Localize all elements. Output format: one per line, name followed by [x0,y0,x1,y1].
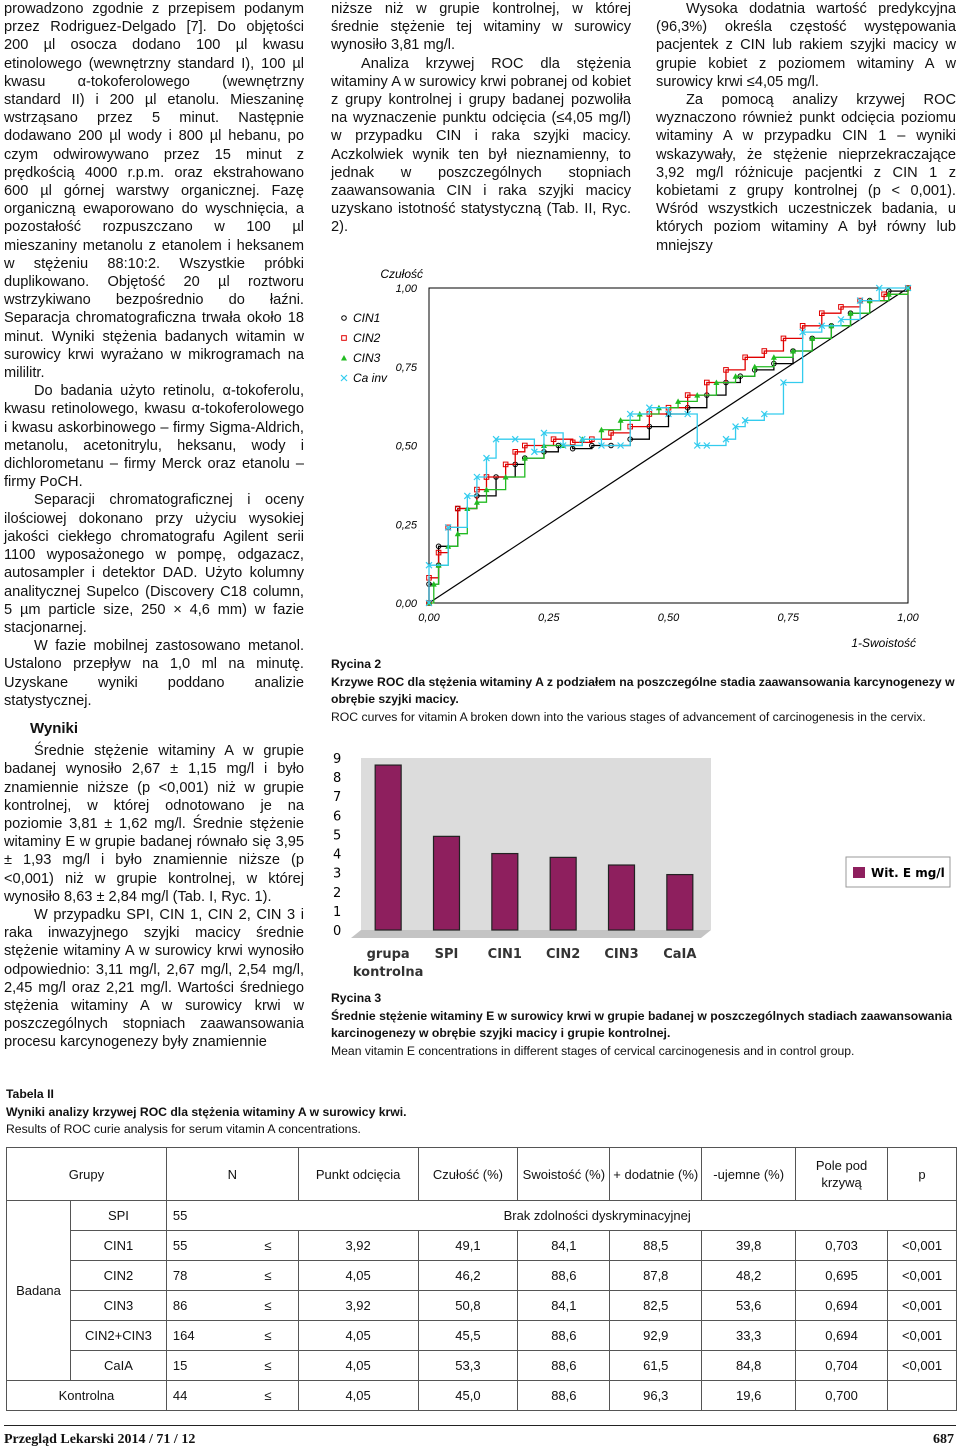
n-cell: 55 [166,1231,238,1261]
legend-label: CIN3 [353,351,381,365]
cut-cell: 3,92 [298,1291,418,1321]
table-header-row [7,1148,957,1201]
npv-cell: 19,6 [702,1381,796,1411]
auc-cell: 0,695 [796,1261,888,1291]
ppv-cell: 87,8 [610,1261,702,1291]
ppv-cell: 82,5 [610,1291,702,1321]
le-cell: ≤ [238,1261,298,1291]
header-cell: Grupy [7,1148,167,1201]
auc-cell: 0,703 [796,1231,888,1261]
paragraph: W przypadku SPI, CIN 1, CIN 2, CIN 3 i raka inwazyjnego szyjki macicy średnie stężenie witaminy A w surowicy krwi wynosiło odpowiednio: 3,11 mg/l, 2,67 mg/l, 2,54 mg/l, 2,45 mg/l oraz 2,21 mg/l. Wartości średniego stężenia witaminy A w surowicy krwi w poszczególnych stopniach zaawansowania procesu karcynogenezy były znamiennie [4,906,304,1051]
header-cell: Punkt odcięcia [298,1148,418,1201]
subgroup-cell: SPI [70,1201,166,1231]
y-tick-label: 0,75 [395,361,417,374]
auc-cell: 0,694 [796,1291,888,1321]
x-tick-label: SPI [434,947,459,962]
x-tick-label: CIN3 [604,947,639,962]
n-cell: 44 [166,1381,238,1411]
x-tick-label: 0,50 [657,612,680,624]
spec-cell: 88,6 [518,1381,610,1411]
figure-english-title: Mean vitamin E concentrations in different stages of cervical carcinogenesis and in control group. [331,1043,855,1058]
header-cell: Pole pod krzywą [796,1148,888,1201]
y-tick-label: 1,00 [395,283,417,295]
p-cell: <0,001 [888,1291,957,1321]
n-cell: 55 [166,1201,238,1231]
p-cell: <0,001 [888,1261,957,1291]
ppv-cell: 92,9 [610,1321,702,1351]
table-title: Wyniki analizy krzywej ROC dla stężenia witaminy A w surowicy krwi. [6,1104,407,1119]
auc-cell: 0,694 [796,1321,888,1351]
bar [550,857,576,930]
n-cell: 86 [166,1291,238,1321]
paragraph: Wysoka dodatnia wartość predykcyjna (96,3%) określa częstość występowania pacjentek z CIN lub rakiem szyjki macicy w grupie kobiet z poziomem witaminy A w surowicy krwi ≤4,05 mg/l. [656,1,956,90]
x-tick-label: grupa [366,947,410,962]
ppv-cell: 88,5 [610,1231,702,1261]
x-tick-label: kontrolna [352,965,424,980]
spec-cell: 84,1 [518,1291,610,1321]
le-cell: ≤ [238,1381,298,1411]
header-cell: -ujemne (%) [702,1148,796,1201]
note-cell: Brak zdolności dyskryminacyjnej [238,1201,956,1231]
bar-chart [331,752,960,984]
plot-background [361,758,711,930]
group-cell: Badana [7,1201,71,1381]
bar [434,836,460,930]
le-cell: ≤ [238,1291,298,1321]
table-caption [6,1086,706,1139]
spec-cell: 84,1 [518,1231,610,1261]
subgroup-cell: CIN2+CIN3 [70,1321,166,1351]
cut-cell: 4,05 [298,1321,418,1351]
table-english-title: Results of ROC curie analysis for serum vitamin A concentrations. [6,1122,361,1137]
text-column-2 [331,0,631,237]
data-point [342,316,347,321]
ppv-cell: 96,3 [610,1381,702,1411]
table-row [7,1201,957,1231]
y-tick-label: 3 [333,866,342,882]
y-axis-label: Czułość [380,267,423,281]
x-tick-label: CIN1 [487,947,522,962]
auc-cell: 0,700 [796,1381,888,1411]
le-cell: ≤ [238,1231,298,1261]
paragraph: prowadzono zgodnie z przepisem podanym przez Rodriguez-Delgado [7]. Do objętości 200 µl osocza dodano 100 µl kwasu etinolowego (wewnętrzny standard I), 100 µl kwasu α-tokoferolowego (wewnętrzny standard II) i 200 µl etanolu. Mieszaninę wstrząsano przez 5 minut. Następnie dodawano 200 µl wody i 800 µl hebanu, po czym odwirowywano przez 15 minut z prędkością 4000 r.p.m. oraz ekstrahowano 600 µl górnej warstwy organicznej. Fazę organiczną ewaporowano do wyschnięcia, a pozostałość rozpuszczano w 100 µl mieszaniny metanolu z etanolem i heksanem w stężeniu 88:10:2. Wszystkie próbki duplikowano. Objętość 20 µl roztworu wstrzykiwano bezpośrednio do łaźni. Separacja chromatograficzna trwała około 18 minut. Wyniki stężenia badanych witamin w surowicy krwi wyrażano w mikrogramach na mililitr. [4,1,304,382]
cut-cell: 4,05 [298,1381,418,1411]
roc-chart [331,264,960,654]
floor [351,930,711,938]
cut-cell: 4,05 [298,1351,418,1381]
bar [375,765,401,930]
text-column-1 [4,0,304,1052]
table-row [7,1351,957,1381]
subgroup-cell: CIN2 [70,1261,166,1291]
subgroup-cell: CaIA [70,1351,166,1381]
x-tick-label: 0,75 [777,612,799,624]
y-tick-label: 7 [333,790,342,806]
cut-cell: 3,92 [298,1231,418,1261]
header-cell: Swoistość (%) [518,1148,610,1201]
data-point [341,375,347,381]
page-number: 687 [933,1432,954,1447]
header-cell: N [166,1148,298,1201]
y-tick-label: 1 [333,904,342,920]
table-row [7,1321,957,1351]
figure-3-caption [331,990,958,1060]
paragraph: W fazie mobilnej zastosowano metanol. Ustalono przepływ na 1,0 ml na minutę. Uzyskane wyniki poddano analizie statystycznej. [4,638,304,709]
sens-cell: 50,8 [418,1291,518,1321]
data-point [342,336,347,341]
y-tick-label: 4 [333,847,342,863]
npv-cell: 53,6 [702,1291,796,1321]
paragraph: Analiza krzywej ROC dla stężenia witaminy A w surowicy krwi pobranej od kobiet z grupy kontrolnej i grupy badanej pozwoliła na wyznaczenie punktu odcięcia (≤4,05 mg/l) w przypadku CIN i raka szyjki macicy. Aczkolwiek wynik ten był nieznamienny, to jednak w poszczególnych stopniach zaawansowania CIN i raka szyjki macicy uzyskano istotność statystyczną (Tab. II, Ryc. 2). [331,55,631,236]
subgroup-cell: CIN1 [70,1231,166,1261]
x-tick-label: 0,00 [418,612,440,624]
p-cell: <0,001 [888,1351,957,1381]
n-cell: 15 [166,1351,238,1381]
le-cell: ≤ [238,1351,298,1381]
footer-rule [4,1425,956,1426]
header-cell: + dodatnie (%) [610,1148,702,1201]
figure-label: Rycina 3 [331,991,382,1005]
legend-label: CIN1 [353,311,381,325]
sens-cell: 53,3 [418,1351,518,1381]
sens-cell: 45,0 [418,1381,518,1411]
p-cell: <0,001 [888,1321,957,1351]
header-cell: Czułość (%) [418,1148,518,1201]
subgroup-cell: CIN3 [70,1291,166,1321]
legend-swatch [853,867,865,878]
npv-cell: 84,8 [702,1351,796,1381]
auc-cell: 0,704 [796,1351,888,1381]
y-tick-label: 9 [333,752,342,767]
paragraph: niższe niż w grupie kontrolnej, w której średnie stężenie tej witaminy w surowicy wynosiło 3,81 mg/l. [331,1,631,54]
cut-cell: 4,05 [298,1261,418,1291]
group-cell: Kontrolna [7,1381,167,1411]
paragraph: Separacji chromatograficznej i oceny ilościowej dokonano przy użyciu wysokiej jakości ciekłego chromatografu Agilent serii 1100 wyposażonego w pompę, odgazacz, autosampler i detektor DAD. Użyto kolumny analitycznej Supelco (Discovery C18 column, 5 µm particle size, 250 × 4,6 mm) w fazie stacjonarnej. [4,492,304,636]
y-tick-label: 0,50 [395,440,417,453]
legend [341,311,388,385]
n-cell: 78 [166,1261,238,1291]
y-tick-label: 0,00 [395,598,417,610]
paragraph: Za pomocą analizy krzywej ROC wyznaczono również punkt odcięcia poziomu witaminy A w przypadku CIN 1 – wyniki wskazywały, że stężenie nieprzekraczające 3,92 mg/l różnicuje pacjentki z CIN 1 z kobietami z grupy kontrolnej (p < 0,001). Wśród wszystkich uczestniczek badania, u których poziom witaminy A był równy lub mniejszy [656,92,956,254]
bar [667,875,693,930]
y-tick-label: 0 [333,924,342,939]
paragraph: Średnie stężenie witaminy A w grupie badanej wynosiło 2,67 ± 1,15 mg/l i było znamiennie niższe (p <0,001) niż w grupie kontrolnej, w której odnotowano je na poziomie 3,81 ± 1,62 mg/l. Średnie stężenie witaminy E w grupie badanej równało się 3,95 ± 1,93 mg/l i było znamiennie niższe (p <0,001) niż w grupie kontrolnej, w której wynosiło 8,63 ± 2,84 mg/l (Tab. I, Ryc. 1). [4,743,304,905]
p-cell: <0,001 [888,1231,957,1261]
figure-title: Średnie stężenie witaminy E w surowicy krwi w grupie badanej w poszczególnych stadiach zaawansowania karcinogenezy w obrębie szyjki macicy i grupie kontrolnej. [331,1008,953,1041]
table-row [7,1261,957,1291]
text-column-3 [656,0,956,255]
sens-cell: 49,1 [418,1231,518,1261]
sens-cell: 45,5 [418,1321,518,1351]
figure-2-caption [331,656,958,726]
spec-cell: 88,6 [518,1261,610,1291]
n-cell: 164 [166,1321,238,1351]
ppv-cell: 61,5 [610,1351,702,1381]
table-row [7,1381,957,1411]
journal-name: Przegląd Lekarski 2014 / 71 / 12 [4,1432,196,1447]
figure-title: Krzywe ROC dla stężenia witaminy A z podziałem na poszczególne stadia zaawansowania karcynogenezy w obrębie szyjki macicy. [331,674,955,707]
x-tick-label: CaIA [663,947,697,962]
legend [846,857,950,887]
le-cell: ≤ [238,1321,298,1351]
x-tick-label: 0,25 [538,612,560,624]
table-row [7,1291,957,1321]
paragraph: Do badania użyto retinolu, α-tokoferolu, kwasu retinolowego, kwasu α-tokoferolowego i kwasu askorbinowego – firmy Sigma-Aldrich, metanolu, acetonitrylu, heksanu, wody i dichlorometanu – firmy Merck oraz etanolu – firmy PoCH. [4,383,304,491]
bar [492,854,518,930]
figure-label: Rycina 2 [331,657,382,671]
section-heading: Wyniki [30,719,79,737]
npv-cell: 33,3 [702,1321,796,1351]
table-label: Tabela II [6,1087,54,1101]
y-tick-label: 5 [333,828,342,844]
figure-english-title: ROC curves for vitamin A broken down into the various stages of advancement of carcinogenesis in the cervix. [331,709,926,724]
npv-cell: 48,2 [702,1261,796,1291]
y-tick-label: 0,25 [395,519,417,532]
y-tick-label: 2 [333,885,342,901]
y-tick-label: 6 [333,809,342,825]
spec-cell: 88,6 [518,1351,610,1381]
roc-table [6,1147,957,1411]
npv-cell: 39,8 [702,1231,796,1261]
header-cell: p [888,1148,957,1201]
legend-label: Ca inv [353,371,388,385]
data-point [341,355,347,361]
bar [609,865,635,930]
x-axis-label: 1-Swoistość [851,636,916,650]
spec-cell: 88,6 [518,1321,610,1351]
legend-label: CIN2 [353,331,381,345]
legend-label: Wit. E mg/l [871,866,945,880]
x-tick-label: CIN2 [546,947,581,962]
y-tick-label: 8 [333,771,342,787]
p-cell [888,1381,957,1411]
table-row [7,1231,957,1261]
sens-cell: 46,2 [418,1261,518,1291]
x-tick-label: 1,00 [897,612,919,624]
